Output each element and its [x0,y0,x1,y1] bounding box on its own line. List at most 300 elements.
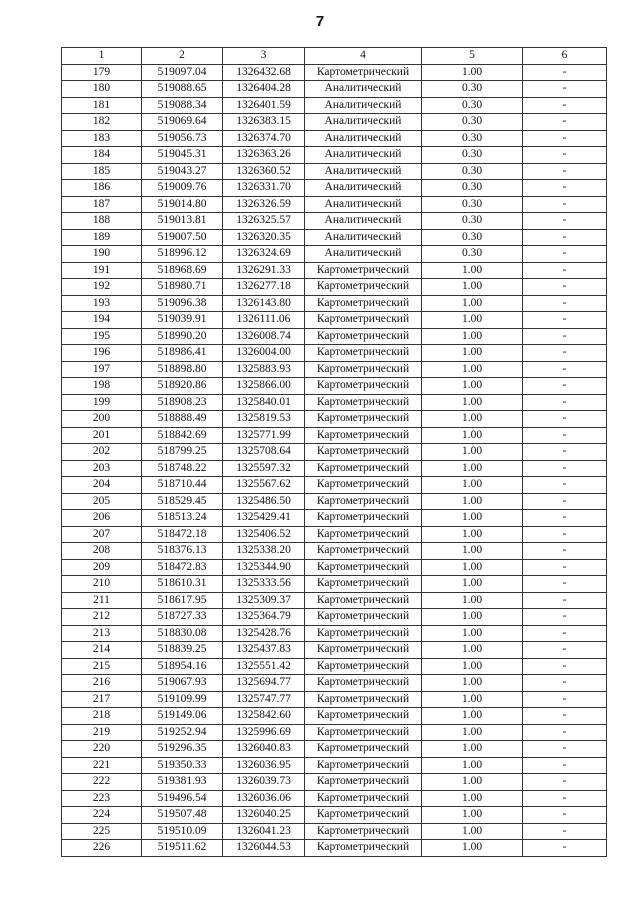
accuracy-cell: 1.00 [422,823,523,840]
table-row [62,163,607,180]
note-cell: - [523,543,607,560]
accuracy-cell: 0.30 [422,114,523,131]
accuracy-cell: 1.00 [422,378,523,395]
x-coordinate-cell: 519511.62 [142,840,223,857]
y-coordinate-cell: 1326041.23 [223,823,305,840]
y-coordinate-cell: 1326008.74 [223,328,305,345]
method-cell: Картометрический [305,708,422,725]
accuracy-cell: 1.00 [422,675,523,692]
accuracy-cell: 1.00 [422,328,523,345]
point-number-cell: 192 [62,279,142,296]
note-cell: - [523,180,607,197]
point-number-cell: 223 [62,790,142,807]
method-cell: Картометрический [305,609,422,626]
method-cell: Картометрический [305,460,422,477]
table-row [62,64,607,81]
method-cell: Аналитический [305,114,422,131]
accuracy-cell: 0.30 [422,229,523,246]
y-coordinate-cell: 1325406.52 [223,526,305,543]
method-cell: Аналитический [305,180,422,197]
table-row [62,394,607,411]
note-cell: - [523,708,607,725]
point-number-cell: 202 [62,444,142,461]
table-row [62,658,607,675]
point-number-cell: 203 [62,460,142,477]
x-coordinate-cell: 518842.69 [142,427,223,444]
method-cell: Картометрический [305,394,422,411]
note-cell: - [523,526,607,543]
table-row [62,130,607,147]
method-cell: Картометрический [305,477,422,494]
table-row [62,411,607,428]
y-coordinate-cell: 1325309.37 [223,592,305,609]
note-cell: - [523,345,607,362]
point-number-cell: 204 [62,477,142,494]
point-number-cell: 189 [62,229,142,246]
method-cell: Картометрический [305,411,422,428]
point-number-cell: 212 [62,609,142,626]
method-cell: Картометрический [305,576,422,593]
note-cell: - [523,147,607,164]
method-cell: Аналитический [305,97,422,114]
point-number-cell: 219 [62,724,142,741]
point-number-cell: 220 [62,741,142,758]
method-cell: Картометрический [305,378,422,395]
y-coordinate-cell: 1326277.18 [223,279,305,296]
method-cell: Картометрический [305,642,422,659]
note-cell: - [523,592,607,609]
point-number-cell: 211 [62,592,142,609]
accuracy-cell: 1.00 [422,444,523,461]
note-cell: - [523,130,607,147]
point-number-cell: 209 [62,559,142,576]
x-coordinate-cell: 519045.31 [142,147,223,164]
note-cell: - [523,823,607,840]
x-coordinate-cell: 518990.20 [142,328,223,345]
y-coordinate-cell: 1326331.70 [223,180,305,197]
note-cell: - [523,460,607,477]
note-cell: - [523,427,607,444]
x-coordinate-cell: 518472.18 [142,526,223,543]
x-coordinate-cell: 519510.09 [142,823,223,840]
accuracy-cell: 1.00 [422,394,523,411]
x-coordinate-cell: 519381.93 [142,774,223,791]
point-number-cell: 224 [62,807,142,824]
y-coordinate-cell: 1325597.32 [223,460,305,477]
method-cell: Картометрический [305,592,422,609]
x-coordinate-cell: 518376.13 [142,543,223,560]
point-number-cell: 184 [62,147,142,164]
method-cell: Картометрический [305,840,422,857]
table-row [62,444,607,461]
point-number-cell: 210 [62,576,142,593]
note-cell: - [523,609,607,626]
y-coordinate-cell: 1326363.26 [223,147,305,164]
table-row [62,493,607,510]
table-row [62,460,607,477]
x-coordinate-cell: 518888.49 [142,411,223,428]
point-number-cell: 182 [62,114,142,131]
method-cell: Аналитический [305,81,422,98]
column-header: 4 [305,48,422,65]
table-row [62,724,607,741]
y-coordinate-cell: 1326432.68 [223,64,305,81]
column-header: 5 [422,48,523,65]
y-coordinate-cell: 1326326.59 [223,196,305,213]
method-cell: Картометрический [305,658,422,675]
y-coordinate-cell: 1326320.35 [223,229,305,246]
method-cell: Картометрический [305,279,422,296]
note-cell: - [523,625,607,642]
table-row [62,81,607,98]
accuracy-cell: 1.00 [422,642,523,659]
point-number-cell: 217 [62,691,142,708]
accuracy-cell: 0.30 [422,130,523,147]
y-coordinate-cell: 1326291.33 [223,262,305,279]
accuracy-cell: 1.00 [422,741,523,758]
y-coordinate-cell: 1325486.50 [223,493,305,510]
x-coordinate-cell: 519069.64 [142,114,223,131]
note-cell: - [523,295,607,312]
accuracy-cell: 1.00 [422,658,523,675]
y-coordinate-cell: 1326143.80 [223,295,305,312]
x-coordinate-cell: 518748.22 [142,460,223,477]
accuracy-cell: 1.00 [422,295,523,312]
x-coordinate-cell: 519296.35 [142,741,223,758]
table-row [62,361,607,378]
table-row [62,576,607,593]
x-coordinate-cell: 519507.48 [142,807,223,824]
y-coordinate-cell: 1326401.59 [223,97,305,114]
note-cell: - [523,378,607,395]
column-header: 6 [523,48,607,65]
table-row [62,642,607,659]
note-cell: - [523,576,607,593]
note-cell: - [523,675,607,692]
point-number-cell: 198 [62,378,142,395]
point-number-cell: 222 [62,774,142,791]
y-coordinate-cell: 1326325.57 [223,213,305,230]
method-cell: Картометрический [305,345,422,362]
table-row [62,114,607,131]
accuracy-cell: 1.00 [422,543,523,560]
x-coordinate-cell: 518898.80 [142,361,223,378]
y-coordinate-cell: 1325364.79 [223,609,305,626]
accuracy-cell: 1.00 [422,592,523,609]
x-coordinate-cell: 518529.45 [142,493,223,510]
note-cell: - [523,279,607,296]
method-cell: Картометрический [305,493,422,510]
x-coordinate-cell: 519007.50 [142,229,223,246]
y-coordinate-cell: 1326324.69 [223,246,305,263]
accuracy-cell: 1.00 [422,279,523,296]
x-coordinate-cell: 518986.41 [142,345,223,362]
accuracy-cell: 1.00 [422,361,523,378]
point-number-cell: 188 [62,213,142,230]
note-cell: - [523,510,607,527]
point-number-cell: 215 [62,658,142,675]
note-cell: - [523,312,607,329]
accuracy-cell: 0.30 [422,213,523,230]
note-cell: - [523,213,607,230]
table-row [62,741,607,758]
method-cell: Картометрический [305,675,422,692]
x-coordinate-cell: 518472.83 [142,559,223,576]
y-coordinate-cell: 1325747.77 [223,691,305,708]
accuracy-cell: 1.00 [422,609,523,626]
accuracy-cell: 1.00 [422,576,523,593]
table-row [62,213,607,230]
point-number-cell: 207 [62,526,142,543]
note-cell: - [523,196,607,213]
point-number-cell: 179 [62,64,142,81]
method-cell: Аналитический [305,130,422,147]
note-cell: - [523,411,607,428]
x-coordinate-cell: 518610.31 [142,576,223,593]
note-cell: - [523,807,607,824]
point-number-cell: 225 [62,823,142,840]
y-coordinate-cell: 1326111.06 [223,312,305,329]
table-row [62,790,607,807]
method-cell: Аналитический [305,213,422,230]
table-row [62,147,607,164]
y-coordinate-cell: 1326044.53 [223,840,305,857]
x-coordinate-cell: 519097.04 [142,64,223,81]
table-row [62,510,607,527]
note-cell: - [523,97,607,114]
note-cell: - [523,246,607,263]
x-coordinate-cell: 518968.69 [142,262,223,279]
y-coordinate-cell: 1325551.42 [223,658,305,675]
x-coordinate-cell: 519039.91 [142,312,223,329]
x-coordinate-cell: 518513.24 [142,510,223,527]
note-cell: - [523,757,607,774]
y-coordinate-cell: 1325428.76 [223,625,305,642]
method-cell: Картометрический [305,64,422,81]
column-header: 3 [223,48,305,65]
table-body [62,64,607,856]
method-cell: Картометрический [305,361,422,378]
point-number-cell: 218 [62,708,142,725]
x-coordinate-cell: 519496.54 [142,790,223,807]
point-number-cell: 195 [62,328,142,345]
table-row [62,823,607,840]
accuracy-cell: 1.00 [422,757,523,774]
method-cell: Картометрический [305,807,422,824]
table-row [62,774,607,791]
x-coordinate-cell: 519252.94 [142,724,223,741]
column-header: 1 [62,48,142,65]
y-coordinate-cell: 1325883.93 [223,361,305,378]
point-number-cell: 190 [62,246,142,263]
point-number-cell: 187 [62,196,142,213]
accuracy-cell: 1.00 [422,526,523,543]
table-row [62,543,607,560]
accuracy-cell: 0.30 [422,196,523,213]
table-row [62,262,607,279]
table-row [62,840,607,857]
point-number-cell: 214 [62,642,142,659]
y-coordinate-cell: 1326004.00 [223,345,305,362]
y-coordinate-cell: 1325996.69 [223,724,305,741]
accuracy-cell: 1.00 [422,64,523,81]
point-number-cell: 221 [62,757,142,774]
accuracy-cell: 0.30 [422,246,523,263]
point-number-cell: 180 [62,81,142,98]
note-cell: - [523,361,607,378]
table-row [62,196,607,213]
x-coordinate-cell: 518954.16 [142,658,223,675]
method-cell: Картометрический [305,790,422,807]
accuracy-cell: 0.30 [422,147,523,164]
note-cell: - [523,64,607,81]
point-number-cell: 191 [62,262,142,279]
point-number-cell: 186 [62,180,142,197]
note-cell: - [523,444,607,461]
note-cell: - [523,840,607,857]
table-row [62,279,607,296]
accuracy-cell: 0.30 [422,163,523,180]
table-row [62,312,607,329]
table-header-row [62,48,607,65]
x-coordinate-cell: 518996.12 [142,246,223,263]
y-coordinate-cell: 1325771.99 [223,427,305,444]
note-cell: - [523,163,607,180]
accuracy-cell: 1.00 [422,477,523,494]
method-cell: Аналитический [305,196,422,213]
method-cell: Картометрический [305,559,422,576]
note-cell: - [523,559,607,576]
table-row [62,691,607,708]
table-row [62,708,607,725]
note-cell: - [523,394,607,411]
y-coordinate-cell: 1325866.00 [223,378,305,395]
point-number-cell: 194 [62,312,142,329]
method-cell: Картометрический [305,757,422,774]
x-coordinate-cell: 519149.06 [142,708,223,725]
note-cell: - [523,691,607,708]
table-row [62,526,607,543]
method-cell: Аналитический [305,147,422,164]
x-coordinate-cell: 519043.27 [142,163,223,180]
x-coordinate-cell: 519109.99 [142,691,223,708]
x-coordinate-cell: 519096.38 [142,295,223,312]
point-number-cell: 197 [62,361,142,378]
table-row [62,295,607,312]
note-cell: - [523,328,607,345]
method-cell: Аналитический [305,163,422,180]
accuracy-cell: 1.00 [422,625,523,642]
table-row [62,378,607,395]
method-cell: Картометрический [305,774,422,791]
method-cell: Картометрический [305,262,422,279]
point-number-cell: 183 [62,130,142,147]
point-number-cell: 185 [62,163,142,180]
point-number-cell: 216 [62,675,142,692]
x-coordinate-cell: 519350.33 [142,757,223,774]
point-number-cell: 201 [62,427,142,444]
method-cell: Картометрический [305,741,422,758]
table-row [62,180,607,197]
note-cell: - [523,724,607,741]
point-number-cell: 206 [62,510,142,527]
x-coordinate-cell: 518908.23 [142,394,223,411]
note-cell: - [523,741,607,758]
accuracy-cell: 1.00 [422,510,523,527]
y-coordinate-cell: 1325567.62 [223,477,305,494]
column-header: 2 [142,48,223,65]
y-coordinate-cell: 1326039.73 [223,774,305,791]
y-coordinate-cell: 1325429.41 [223,510,305,527]
method-cell: Аналитический [305,246,422,263]
y-coordinate-cell: 1326036.06 [223,790,305,807]
y-coordinate-cell: 1325819.53 [223,411,305,428]
method-cell: Картометрический [305,328,422,345]
x-coordinate-cell: 519088.65 [142,81,223,98]
method-cell: Картометрический [305,444,422,461]
y-coordinate-cell: 1325338.20 [223,543,305,560]
point-number-cell: 208 [62,543,142,560]
y-coordinate-cell: 1326374.70 [223,130,305,147]
x-coordinate-cell: 519014.80 [142,196,223,213]
note-cell: - [523,493,607,510]
method-cell: Картометрический [305,691,422,708]
method-cell: Картометрический [305,312,422,329]
y-coordinate-cell: 1325333.56 [223,576,305,593]
accuracy-cell: 1.00 [422,411,523,428]
x-coordinate-cell: 518727.33 [142,609,223,626]
x-coordinate-cell: 518839.25 [142,642,223,659]
note-cell: - [523,477,607,494]
accuracy-cell: 1.00 [422,262,523,279]
accuracy-cell: 0.30 [422,180,523,197]
method-cell: Картометрический [305,543,422,560]
x-coordinate-cell: 519067.93 [142,675,223,692]
table-row [62,477,607,494]
method-cell: Картометрический [305,295,422,312]
accuracy-cell: 1.00 [422,708,523,725]
point-number-cell: 200 [62,411,142,428]
table-row [62,246,607,263]
y-coordinate-cell: 1326040.83 [223,741,305,758]
point-number-cell: 196 [62,345,142,362]
table-row [62,592,607,609]
table-row [62,675,607,692]
point-number-cell: 199 [62,394,142,411]
point-number-cell: 181 [62,97,142,114]
method-cell: Картометрический [305,724,422,741]
y-coordinate-cell: 1326383.15 [223,114,305,131]
point-number-cell: 193 [62,295,142,312]
method-cell: Картометрический [305,510,422,527]
accuracy-cell: 1.00 [422,840,523,857]
accuracy-cell: 1.00 [422,691,523,708]
table-row [62,229,607,246]
x-coordinate-cell: 519088.34 [142,97,223,114]
table-row [62,427,607,444]
table-row [62,625,607,642]
x-coordinate-cell: 519056.73 [142,130,223,147]
table-row [62,609,607,626]
method-cell: Картометрический [305,823,422,840]
table-row [62,328,607,345]
y-coordinate-cell: 1325842.60 [223,708,305,725]
x-coordinate-cell: 518920.86 [142,378,223,395]
accuracy-cell: 1.00 [422,460,523,477]
accuracy-cell: 1.00 [422,427,523,444]
table-row [62,559,607,576]
y-coordinate-cell: 1326040.25 [223,807,305,824]
